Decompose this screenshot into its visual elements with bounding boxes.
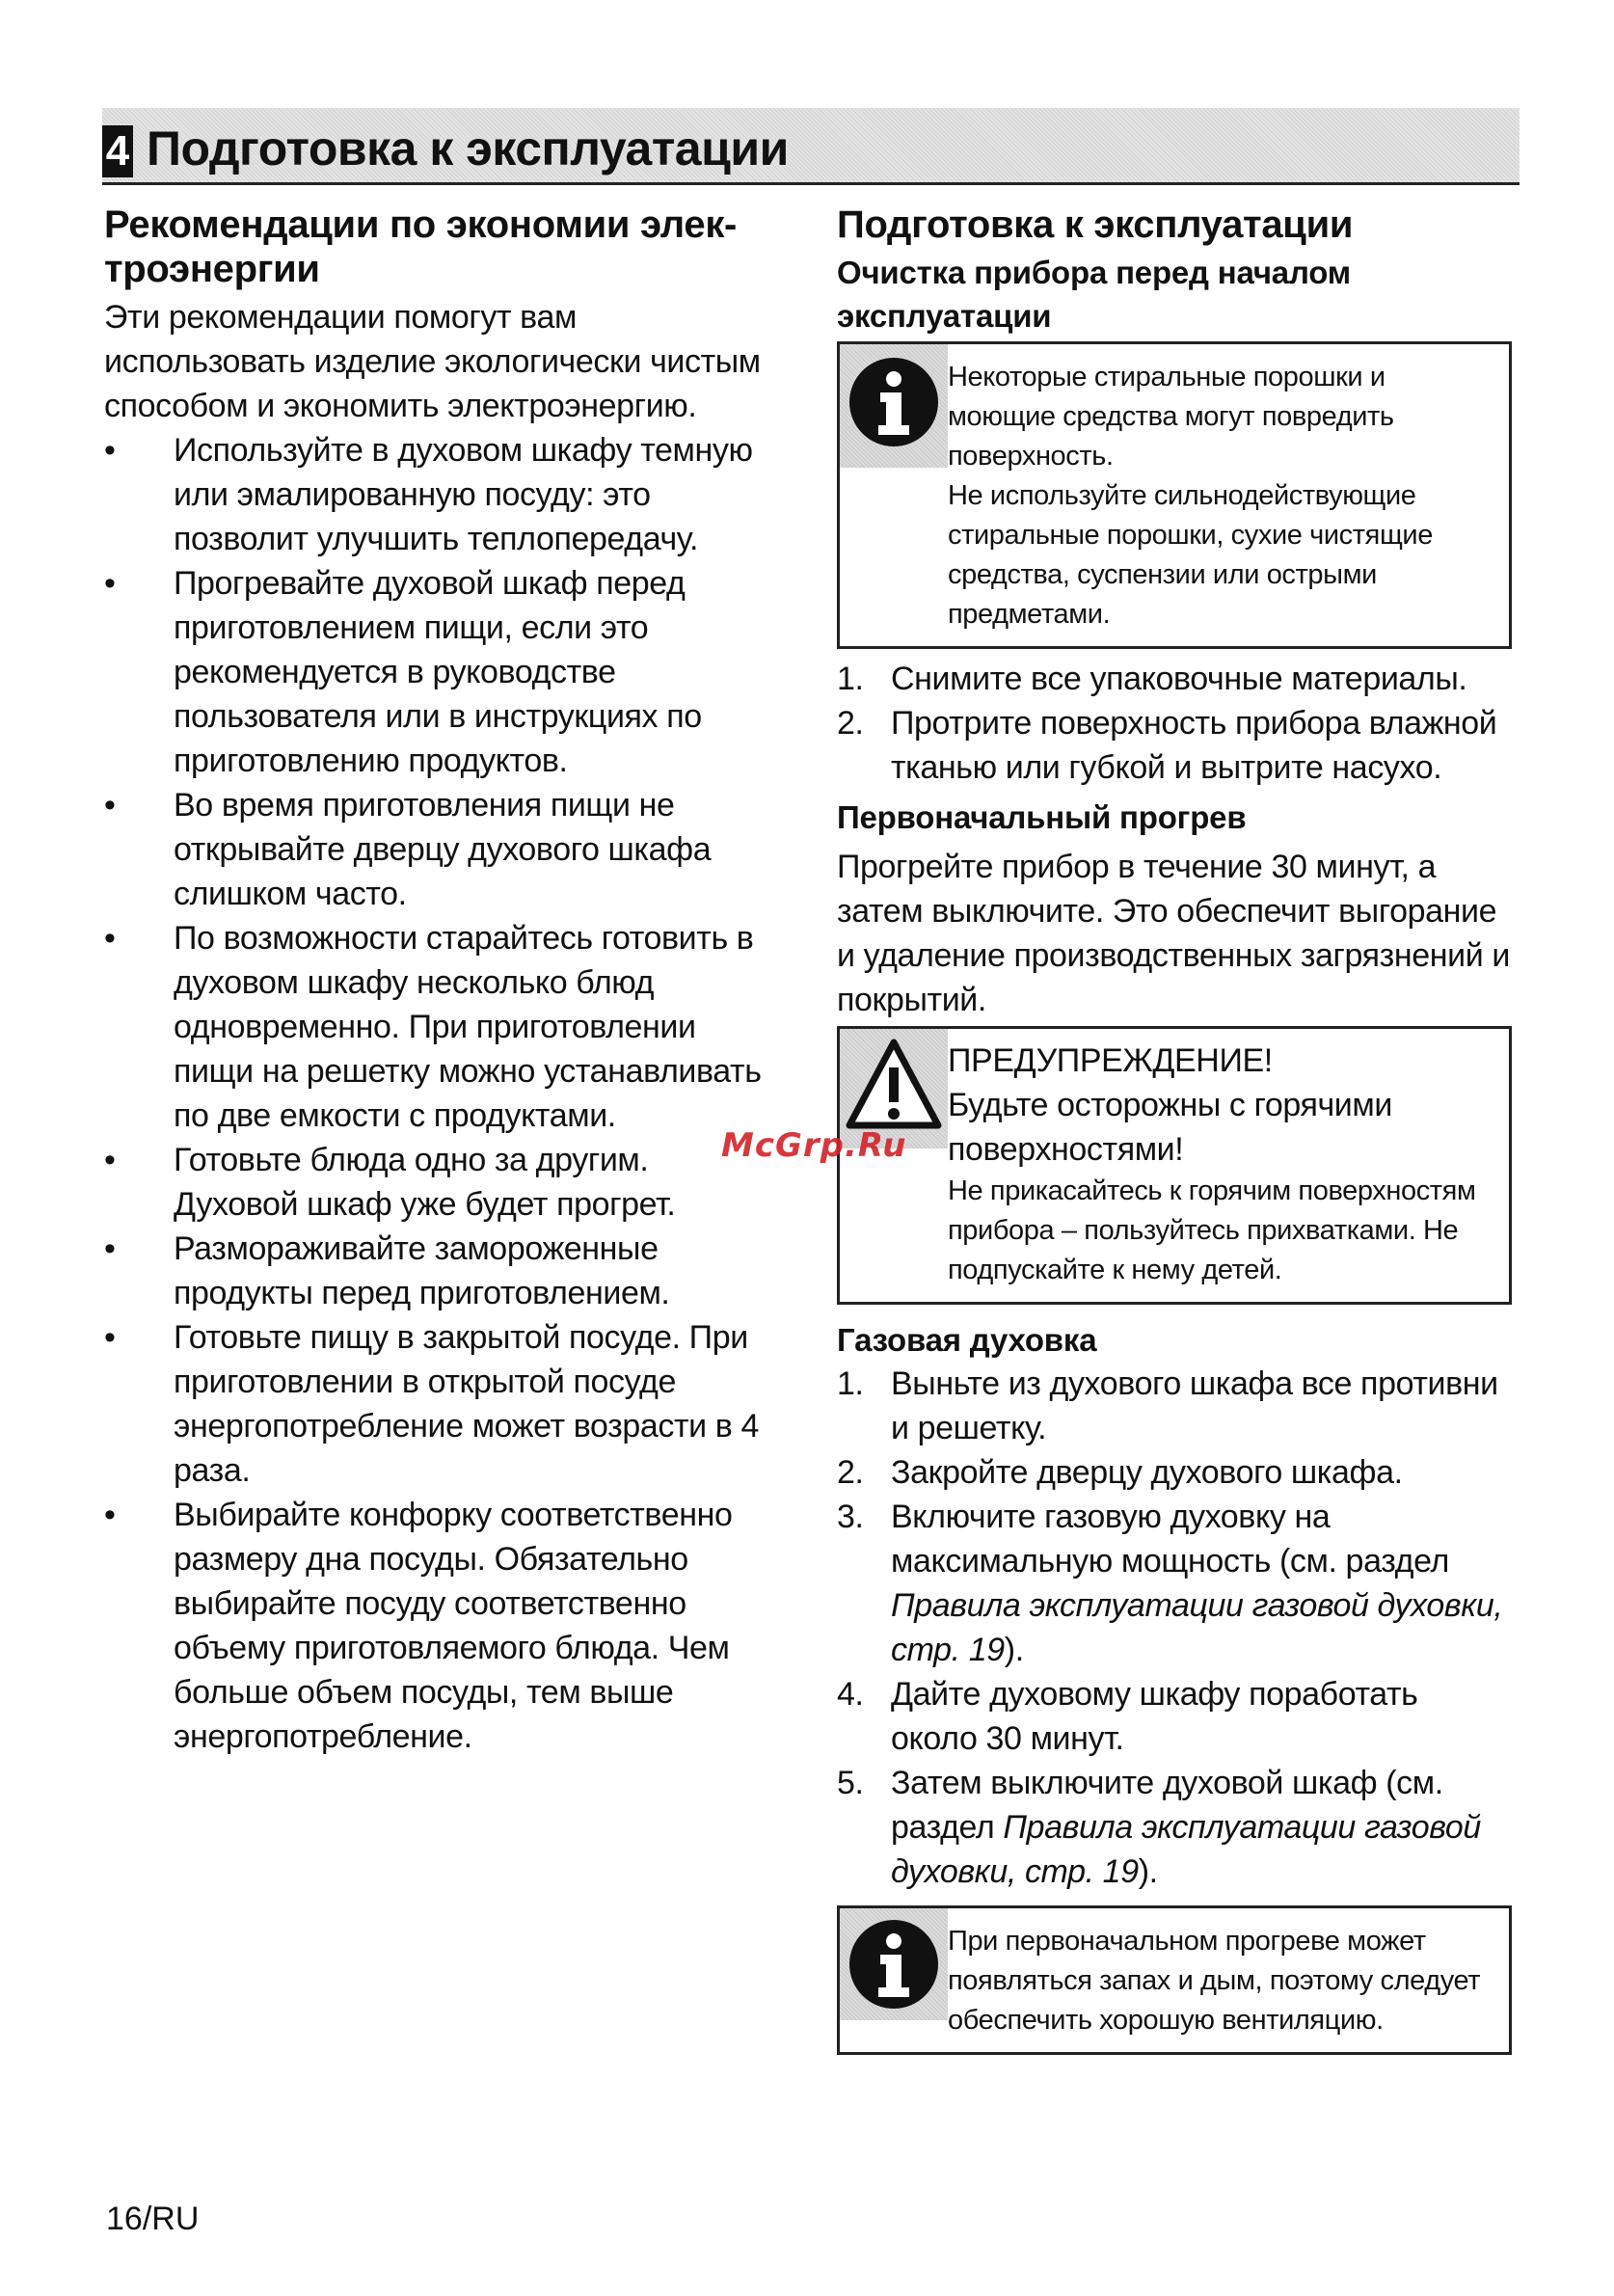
section-reference: Правила эксплуатации газовой духовки, стр. 19: [891, 1809, 1481, 1890]
energy-saving-intro: Эти рекомендации помогут вам использовать изделие экологически чистым способом и экономить электроэнергию.: [104, 299, 761, 424]
bullet-icon: •: [104, 565, 116, 602]
list-item: • Прогревайте духовой шкаф перед приготовлением пищи, если это рекомендуется в руководстве пользователя или в инструкциях по приготовлению продуктов.: [104, 561, 779, 783]
left-column: [104, 203, 779, 1759]
list-item: 1. Снимите все упаковочные материалы.: [837, 661, 1467, 697]
bullet-icon: •: [104, 920, 116, 957]
chapter-title: Подготовка к эксплуатации: [147, 122, 789, 176]
gas-oven-heading: Газовая духовка: [837, 1322, 1097, 1358]
list-item: • Во время приготовления пищи не открывайте дверцу духового шкафа слишком часто.: [104, 783, 779, 916]
list-item: 4. Дайте духовому шкафу поработать около 30 минут.: [837, 1676, 1418, 1757]
bullet-icon: •: [104, 432, 116, 469]
cleaning-heading: Очистка прибора перед началом эксплуатации: [837, 255, 1352, 334]
first-heating-heading: Первоначальный прогрев: [837, 799, 1247, 835]
bullet-icon: •: [104, 1142, 116, 1178]
section-reference: Правила эксплуатации газовой духовки, стр. 19: [891, 1587, 1503, 1668]
list-item: 3. Включите газовую духовку на максимальную мощность (см. раздел Правила эксплуатации газовой духовки, стр. 19).: [837, 1499, 1503, 1668]
info-notice-cleaning: [837, 341, 1512, 649]
list-item: 2. Закройте дверцу духового шкафа.: [837, 1454, 1403, 1491]
list-item: • По возможности старайтесь готовить в духовом шкафу несколько блюд одновременно. При приготовлении пищи на решетку можно устанавливать по две емкости с продуктами.: [104, 916, 779, 1138]
list-item: • Готовьте пищу в закрытой посуде. При приготовлении в открытой посуде энергопотребление может возрасти в 4 раза.: [104, 1315, 779, 1493]
energy-tips-list: [104, 428, 779, 1759]
warning-notice: [837, 1026, 1512, 1305]
warning-title: ПРЕДУПРЕЖДЕНИЕ!: [948, 1042, 1273, 1079]
cleaning-steps: [837, 657, 1512, 790]
list-item: 5. Затем выключите духовой шкаф (см. раздел Правила эксплуатации газовой духовки, стр. 19).: [837, 1765, 1481, 1890]
list-item: • Размораживайте замороженные продукты перед приготовлением.: [104, 1227, 779, 1315]
info-icon: [846, 354, 942, 450]
warning-text-1: Будьте осторожны с горячими поверхностями!: [948, 1087, 1392, 1168]
info-notice-ventilation: [837, 1905, 1512, 2055]
page-number: 16/RU: [106, 2201, 200, 2237]
energy-saving-heading: Рекомендации по экономии элек-троэнергии: [104, 203, 738, 290]
info-text-1: Некоторые стиральные порошки и моющие средства могут повредить поверхность.: [948, 362, 1394, 472]
chapter-header: [102, 108, 1520, 185]
right-column: [837, 203, 1512, 2063]
info-icon-block: [840, 344, 948, 468]
warning-triangle-icon: [846, 1037, 942, 1133]
list-item: • Выбирайте конфорку соответственно размеру дна посуды. Обязательно выбирайте посуду соответственно объему приготовляемого блюда. Чем больше объем посуды, тем выше энергопотребление.: [104, 1493, 779, 1759]
info-icon-block: [840, 1908, 948, 2020]
bullet-icon: •: [104, 1497, 116, 1533]
warning-text-2: Не прикасайтесь к горячим поверхностям прибора – пользуйтесь прихватками. Не подпускайте к нему детей.: [948, 1175, 1476, 1285]
list-item: 2. Протрите поверхность прибора влажной тканью или губкой и вытрите насухо.: [837, 705, 1497, 786]
info-icon: [846, 1916, 942, 2012]
list-item: • Готовьте блюда одно за другим. Духовой шкаф уже будет прогрет.: [104, 1138, 779, 1227]
list-item: 1. Выньте из духового шкафа все противни и решетку.: [837, 1365, 1498, 1446]
bullet-icon: •: [104, 1230, 116, 1267]
ventilation-text: При первоначальном прогреве может появляться запах и дым, поэтому следует обеспечить хорошую вентиляцию.: [948, 1926, 1481, 2036]
chapter-number: 4: [102, 125, 133, 177]
watermark: McGrp.Ru: [721, 1126, 907, 1165]
info-text-2: Не используйте сильнодействующие стиральные порошки, сухие чистящие средства, суспензии или острыми предметами.: [948, 480, 1433, 630]
list-item: • Используйте в духовом шкафу темную или эмалированную посуду: это позволит улучшить теплопередачу.: [104, 428, 779, 561]
first-heating-text: Прогрейте прибор в течение 30 минут, а затем выключите. Это обеспечит выгорание и удаление производственных загрязнений и покрытий.: [837, 849, 1510, 1018]
bullet-icon: •: [104, 787, 116, 824]
bullet-icon: •: [104, 1319, 116, 1356]
preparation-heading: Подготовка к эксплуатации: [837, 203, 1354, 246]
gas-oven-steps: [837, 1362, 1512, 1894]
